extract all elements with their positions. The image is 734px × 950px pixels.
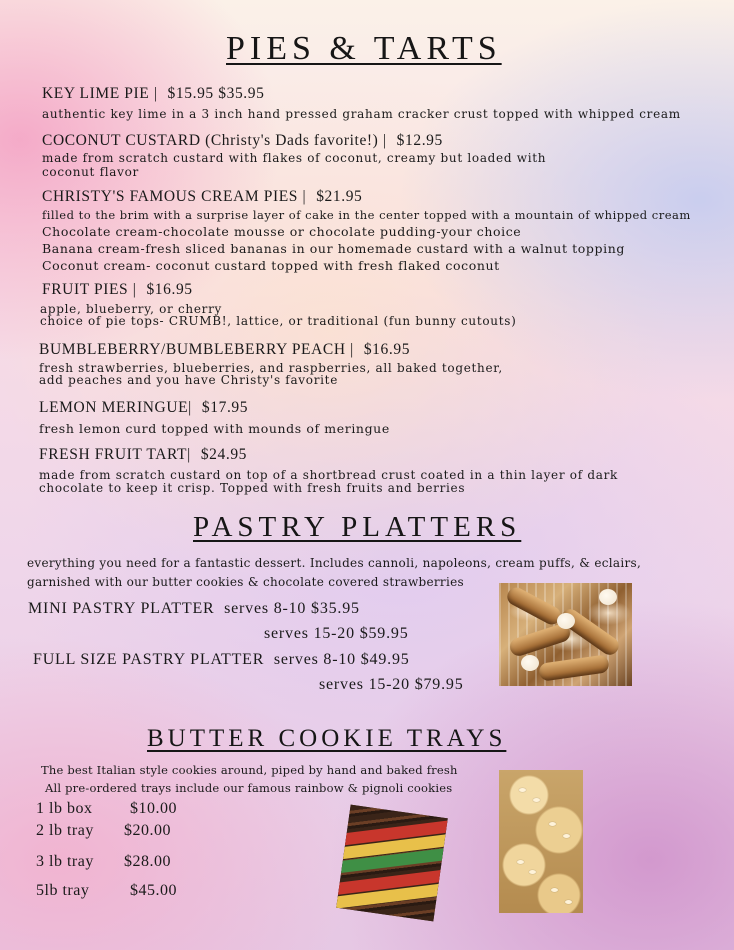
bumbleberry-desc-1: fresh strawberries, blueberries, and raspberries, all baked together, [39, 361, 503, 375]
item-name: LEMON MERINGUE| [39, 399, 192, 416]
item-name: FRESH FRUIT TART| [39, 446, 191, 463]
coconut-custard-desc-2: coconut flavor [42, 165, 139, 179]
cannoli-shell [504, 584, 564, 627]
full-platter-name: FULL SIZE PASTRY PLATTER [33, 651, 265, 668]
lemon-meringue-title [39, 399, 248, 417]
item-name: COCONUT CUSTARD (Christy's Dads favorite!) | [42, 132, 387, 149]
pine-nut [551, 888, 558, 892]
cookies-heading: BUTTER COOKIE TRAYS [147, 725, 507, 752]
coconut-custard-title [42, 132, 443, 150]
cookies-intro-2: All pre-ordered trays include our famous rainbow & pignoli cookies [45, 781, 453, 795]
item-price: $15.95 $35.95 [167, 85, 265, 102]
fruit-pies-desc-1: apple, blueberry, or cherry [40, 302, 222, 316]
bumbleberry-title [39, 341, 410, 359]
pine-nut [529, 870, 536, 874]
fruit-pies-desc-2: choice of pie tops- CRUMB!, lattice, or traditional (fun bunny cutouts) [40, 314, 517, 328]
tray-row-3 [36, 853, 171, 871]
item-price: $17.95 [201, 399, 249, 416]
key-lime-pie-title [42, 85, 264, 103]
item-price: $24.95 [200, 446, 248, 463]
key-lime-pie-desc: authentic key lime in a 3 inch hand pressed graham cracker crust topped with whipped cream [42, 107, 681, 121]
pine-nut [533, 798, 540, 802]
tray-price: $10.00 [130, 800, 177, 817]
tray-size: 2 lb tray [36, 822, 94, 839]
cream-pies-desc-2: Chocolate cream-chocolate mousse or chocolate pudding-your choice [42, 224, 522, 239]
tray-size: 1 lb box [36, 800, 93, 817]
cookies-intro-1: The best Italian style cookies around, piped by hand and baked fresh [41, 763, 458, 777]
cannoli-cream [599, 589, 617, 605]
mini-platter-price-2: serves 15-20 $59.95 [264, 625, 409, 642]
cannoli-photo [499, 583, 632, 686]
fruit-tart-desc-2: chocolate to keep it crisp. Topped with fresh fruits and berries [39, 481, 466, 495]
pine-nut [563, 834, 570, 838]
pies-heading: PIES & TARTS [226, 30, 502, 67]
fruit-pies-title [42, 281, 193, 299]
pine-nut [549, 822, 556, 826]
bumbleberry-desc-2: add peaches and you have Christy's favorite [39, 373, 339, 387]
item-name: BUMBLEBERRY/BUMBLEBERRY PEACH | [39, 341, 354, 358]
cream-pies-title [42, 188, 362, 206]
pine-nut [519, 788, 526, 792]
cream-pies-desc-1: filled to the brim with a surprise layer of cake in the center topped with a mountain of whipped cream [42, 208, 691, 222]
cannoli-cream [557, 613, 575, 629]
cream-pies-desc-4: Coconut cream- coconut custard topped with fresh flaked coconut [42, 258, 500, 273]
rainbow-cookies-photo [336, 805, 448, 922]
pine-nut [517, 860, 524, 864]
tray-size: 3 lb tray [36, 853, 94, 870]
fruit-tart-desc-1: made from scratch custard on top of a shortbread crust coated in a thin layer of dark [39, 468, 619, 482]
lemon-meringue-desc: fresh lemon curd topped with mounds of meringue [39, 421, 390, 436]
item-name: KEY LIME PIE | [42, 85, 158, 102]
mini-platter-price-1: serves 8-10 $35.95 [224, 600, 360, 617]
platters-heading: PASTRY PLATTERS [193, 511, 522, 543]
platters-intro-1: everything you need for a fantastic dessert. Includes cannoli, napoleons, cream puffs, & eclairs, [27, 556, 642, 570]
item-price: $21.95 [316, 188, 363, 205]
platters-intro-2: garnished with our butter cookies & chocolate covered strawberries [27, 575, 464, 589]
full-platter-line [33, 651, 410, 669]
cannoli-shell [538, 654, 610, 682]
tray-size: 5lb tray [36, 882, 90, 899]
item-name: FRUIT PIES | [42, 281, 137, 298]
cream-pies-desc-3: Banana cream-fresh sliced bananas in our homemade custard with a walnut topping [42, 241, 625, 256]
tray-price: $28.00 [124, 853, 171, 870]
tray-row-2 [36, 822, 171, 840]
item-name: CHRISTY'S FAMOUS CREAM PIES | [42, 188, 307, 205]
fruit-tart-title [39, 446, 247, 464]
full-platter-price-1: serves 8-10 $49.95 [273, 651, 410, 668]
coconut-custard-desc-1: made from scratch custard with flakes of coconut, creamy but loaded with [42, 151, 547, 165]
pignoli-cookies-photo [499, 770, 583, 913]
tray-price: $20.00 [124, 822, 171, 839]
mini-platter-name: MINI PASTRY PLATTER [28, 600, 215, 617]
item-price: $12.95 [396, 132, 443, 149]
pine-nut [565, 900, 572, 904]
tray-row-4 [36, 882, 177, 900]
cannoli-cream [521, 655, 539, 671]
tray-price: $45.00 [130, 882, 177, 899]
full-platter-price-2: serves 15-20 $79.95 [319, 676, 464, 693]
mini-platter-line [28, 600, 360, 618]
tray-row-1 [36, 800, 177, 818]
item-price: $16.95 [363, 341, 411, 358]
item-price: $16.95 [146, 281, 193, 298]
